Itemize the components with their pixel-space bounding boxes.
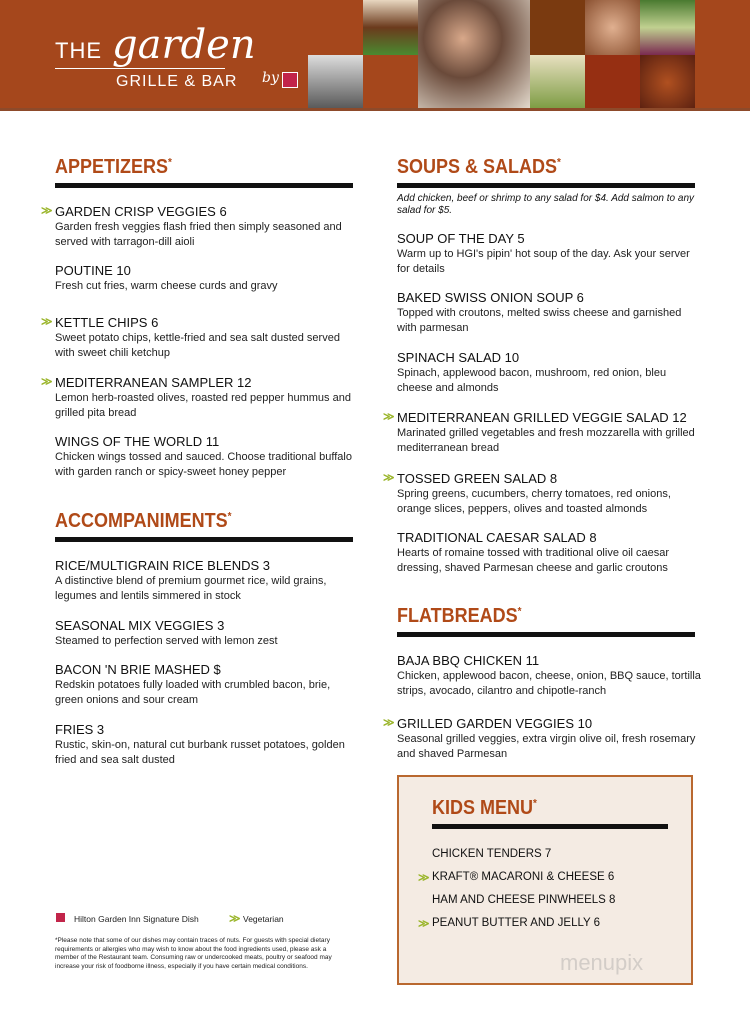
menu-item <box>55 558 360 604</box>
menu-item <box>397 290 702 336</box>
logo-the: THE <box>55 38 102 63</box>
menu-item-name: KRAFT® MACARONI & CHEESE 6 <box>432 871 615 883</box>
menu-item <box>383 471 702 517</box>
menu-item-name: RICE/MULTIGRAIN RICE BLENDS 3 <box>55 558 271 573</box>
salad-photo <box>640 0 695 55</box>
vegetarian-icon: ≫ <box>418 918 430 930</box>
menu-item-name: HAM AND CHEESE PINWHEELS 8 <box>432 894 616 906</box>
vegetarian-icon: ≫ <box>383 472 395 484</box>
menu-item-name: BAJA BBQ CHICKEN 11 <box>397 653 540 668</box>
menu-item-name: WINGS OF THE WORLD 11 <box>55 434 220 449</box>
menu-item-description: Steamed to perfection served with lemon zest <box>55 635 278 647</box>
kids-heading <box>432 797 537 820</box>
menu-item-description: Spring greens, cucumbers, cherry tomatoes, red onions, orange slices, peppers, olives and toasted almonds <box>397 488 671 515</box>
menu-item <box>41 204 360 250</box>
allergy-footnote: *Please note that some of our dishes may contain traces of nuts. For guests with special dietary requirements or allergies who may wish to know about the food ingredients used, please ask a member of the Restaurant team. Consuming raw or undercooked meats, poultry or seafood may increase your risk of foodborne illness, especially if you have certain medical conditions. <box>55 937 332 970</box>
menu-item <box>41 315 360 361</box>
vegetarian-icon: ≫ <box>41 316 53 328</box>
soups-title: SOUPS & SALADS <box>397 156 558 178</box>
menu-item-name: SEASONAL MIX VEGGIES 3 <box>55 618 225 633</box>
flatbreads-title: FLATBREADS <box>397 605 518 627</box>
hilton-logo-icon <box>282 72 298 88</box>
watermark: menupix <box>560 950 644 975</box>
legend-signature: Hilton Garden Inn Signature Dish <box>74 914 199 924</box>
kids-rule <box>432 824 668 829</box>
menu-item-description: Marinated grilled vegetables and fresh mozzarella with grilled mediterranean bread <box>397 427 695 454</box>
menu-item-description: Seasonal grilled veggies, extra virgin olive oil, fresh rosemary and shaved Parmesan <box>397 733 696 760</box>
menu-item <box>55 434 360 480</box>
menu-item <box>55 662 360 708</box>
menu-item-description: Chicken, applewood bacon, cheese, onion, BBQ sauce, tortilla strips, avocado, cilantro and chipotle-ranch <box>397 670 701 697</box>
accompaniments-asterisk: * <box>227 510 232 523</box>
brown-tile <box>530 0 585 55</box>
menu-item <box>383 410 702 456</box>
menu-item-name: KETTLE CHIPS 6 <box>55 315 159 330</box>
chicken-photo <box>640 55 695 110</box>
menu-item <box>383 716 702 762</box>
vegetarian-icon: ≫ <box>383 411 395 423</box>
menu-item <box>432 894 615 906</box>
appetizers-heading <box>55 156 172 179</box>
menu-item <box>41 375 360 421</box>
menu-item-description: Warm up to HGI's pipin' hot soup of the day. Ask your server for details <box>397 248 690 275</box>
menu-item-name: FRIES 3 <box>55 722 105 737</box>
menu-item <box>397 530 702 576</box>
woman-photo <box>418 0 530 110</box>
red-tile <box>585 55 640 110</box>
menu-item-description: Rustic, skin-on, natural cut burbank russet potatoes, golden fried and sea salt dusted <box>55 739 345 766</box>
signature-dish-icon <box>56 913 65 922</box>
flatbreads-rule <box>397 632 695 637</box>
vegetarian-icon: ≫ <box>383 717 395 729</box>
wrap-photo <box>530 55 585 110</box>
vegetarian-icon: ≫ <box>41 205 53 217</box>
menu-item <box>397 231 702 277</box>
menu-item <box>55 263 360 294</box>
vegetarian-icon: ≫ <box>229 913 241 925</box>
menu-item-name: GRILLED GARDEN VEGGIES 10 <box>397 716 593 731</box>
soups-heading <box>397 156 561 179</box>
menu-item-name: PEANUT BUTTER AND JELLY 6 <box>432 917 601 929</box>
menu-item-name: MEDITERRANEAN GRILLED VEGGIE SALAD 12 <box>397 410 687 425</box>
menu-item-description: Topped with croutons, melted swiss cheese and garnished with parmesan <box>397 307 682 334</box>
vegetarian-icon: ≫ <box>41 376 53 388</box>
menu-item <box>432 848 551 860</box>
menu-item-description: A distinctive blend of premium gourmet rice, wild grains, legumes and lentils simmered in stock <box>55 575 327 602</box>
appetizers-asterisk: * <box>168 156 172 169</box>
logo-grille-bar: GRILLE & BAR <box>116 73 238 90</box>
menu-item-name: TRADITIONAL CAESAR SALAD 8 <box>397 530 597 545</box>
menu-item-name: SOUP OF THE DAY 5 <box>397 231 525 246</box>
salad-addon-note: Add chicken, beef or shrimp to any salad for $4. Add salmon to any salad for $5. <box>397 193 695 216</box>
soups-asterisk: * <box>557 156 561 169</box>
flatbreads-asterisk: * <box>517 605 522 618</box>
logo-garden: garden <box>112 22 256 68</box>
accompaniments-heading <box>55 510 232 533</box>
menu-item <box>418 917 601 930</box>
accompaniments-rule <box>55 537 353 542</box>
kids-asterisk: * <box>533 797 537 810</box>
menu-item-name: BACON 'N BRIE MASHED $ <box>55 662 221 677</box>
menu-item <box>55 618 360 649</box>
kids-title: KIDS MENU <box>432 797 534 819</box>
flatbreads-heading <box>397 605 522 628</box>
menu-item-description: Hearts of romaine tossed with traditional olive oil caesar dressing, shaved Parmesan cheese and garlic croutons <box>397 547 670 574</box>
menu-item <box>55 722 360 768</box>
child-photo <box>585 0 640 55</box>
appetizers-title: APPETIZERS <box>55 156 169 178</box>
menu-item-description: Lemon herb-roasted olives, roasted red pepper hummus and grilled pita bread <box>55 392 351 419</box>
kids-menu-box <box>397 775 693 985</box>
accompaniments-title: ACCOMPANIMENTS <box>55 510 228 532</box>
menu-item <box>418 871 615 884</box>
menu-item-name: MEDITERRANEAN SAMPLER 12 <box>55 375 252 390</box>
menu-item-name: BAKED SWISS ONION SOUP 6 <box>397 290 584 305</box>
header-banner <box>0 0 750 110</box>
menu-item-name: GARDEN CRISP VEGGIES 6 <box>55 204 227 219</box>
menu-item <box>397 350 702 396</box>
menu-item-name: POUTINE 10 <box>55 263 131 278</box>
soups-rule <box>397 183 695 188</box>
menu-item-description: Fresh cut fries, warm cheese curds and gravy <box>55 280 278 292</box>
menu-item-description: Sweet potato chips, kettle-fried and sea salt dusted served with sweet chili ketchup <box>55 332 340 359</box>
menu-item-description: Chicken wings tossed and sauced. Choose traditional buffalo with garden ranch or spicy-sweet honey pepper <box>55 451 352 478</box>
burger-photo <box>363 0 418 55</box>
menu-item-name: CHICKEN TENDERS 7 <box>432 848 552 860</box>
header-border <box>0 108 750 111</box>
menu-item-name: SPINACH SALAD 10 <box>397 350 520 365</box>
legend-vegetarian: Vegetarian <box>243 914 284 924</box>
menu-item-description: Redskin potatoes fully loaded with crumbled bacon, brie, green onions and sour cream <box>55 679 331 706</box>
menu-item-name: TOSSED GREEN SALAD 8 <box>397 471 558 486</box>
logo-divider <box>55 68 225 69</box>
menu-item-description: Garden fresh veggies flash fried then simply seasoned and served with tarragon-dill aioli <box>55 221 342 248</box>
logo-by: by <box>262 70 279 86</box>
appetizers-rule <box>55 183 353 188</box>
menu-item-description: Spinach, applewood bacon, mushroom, red onion, bleu cheese and almonds <box>397 367 667 394</box>
vegetarian-icon: ≫ <box>418 872 430 884</box>
cooking-photo <box>308 55 363 110</box>
menu-item <box>397 653 702 699</box>
